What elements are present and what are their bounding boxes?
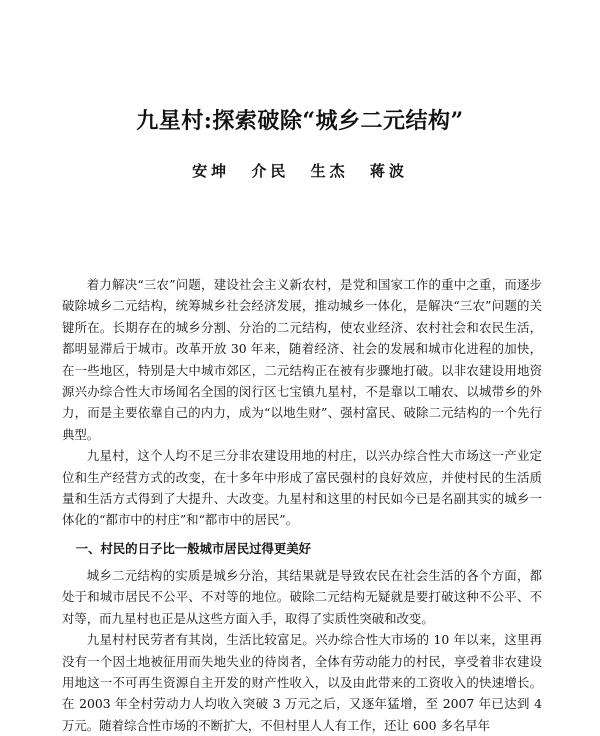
section-heading: 一、村民的日子比一般城市居民过得更美好 [75,540,312,556]
article-title: 九星村:探索破除“城乡二元结构” [136,108,464,134]
paragraph: 九星村，这个人均不足三分非农建设用地的村庄，以兴办综合性大市场这一产业定位和生产经营方式的改变，在十多年中形成了富民强村的良好效应，并使村民的生活质量和生活方式得到了大提升、大改变。九星村和这里的村民如今已是名副其实的城乡一体化的“都市中的村庄”和“都市中的居民”。 [62,448,542,528]
article-body [62,274,542,736]
paragraph: 城乡二元结构的实质是城乡分治，其结果就是导致农民在社会生活的各个方面，都处于和城市居民不公平、不对等的地位。破除二元结构无疑就是要打破这种不公平、不对等，而九星村也正是从这些方面入手，取得了实质性突破和改变。 [62,567,542,626]
paragraph: 着力解决“三农”问题，建设社会主义新农村，是党和国家工作的重中之重，而逐步破除城乡二元结构，统筹城乡社会经济发展，推动城乡一体化，是解决“三农”问题的关键所在。长期存在的城乡分割、分治的二元结构，使农业经济、农村社会和农民生活，都明显滞后于城市。改革开放 30 年来，随着经济、社会的发展和城市化进程的加快，在一些地区，特别是大中城市郊区，二元结构正在被有步骤地打破。以非农建设用地资源兴办综合性大市场闻名全国的闵行区七宝镇九星村，不是靠以工哺农、以城带乡的外力，而是主要依靠自己的内力，成为“以地生财”、强村富民、破除二元结构的一个先行典型。 [62,277,542,442]
paragraph: 九星村村民劳者有其岗，生活比较富足。兴办综合性大市场的 10 年以来，这里再没有一个因土地被征用而失地失业的待岗者，全体有劳动能力的村民，享受着非农建设用地这一不可再生资源自主开发的财产性收入，以及由此带来的工资收入的快速增长。在 2003 年全村劳动力人均收入突破 3 万元之后，又逐年猛增，至 2007 年已达到 4 万元。随着综合性市场的不断扩大，不但村里人人有工作，还让 600 多名早年 [62,632,542,733]
article-authors: 安坤 介民 生杰 蒋波 [192,162,408,180]
